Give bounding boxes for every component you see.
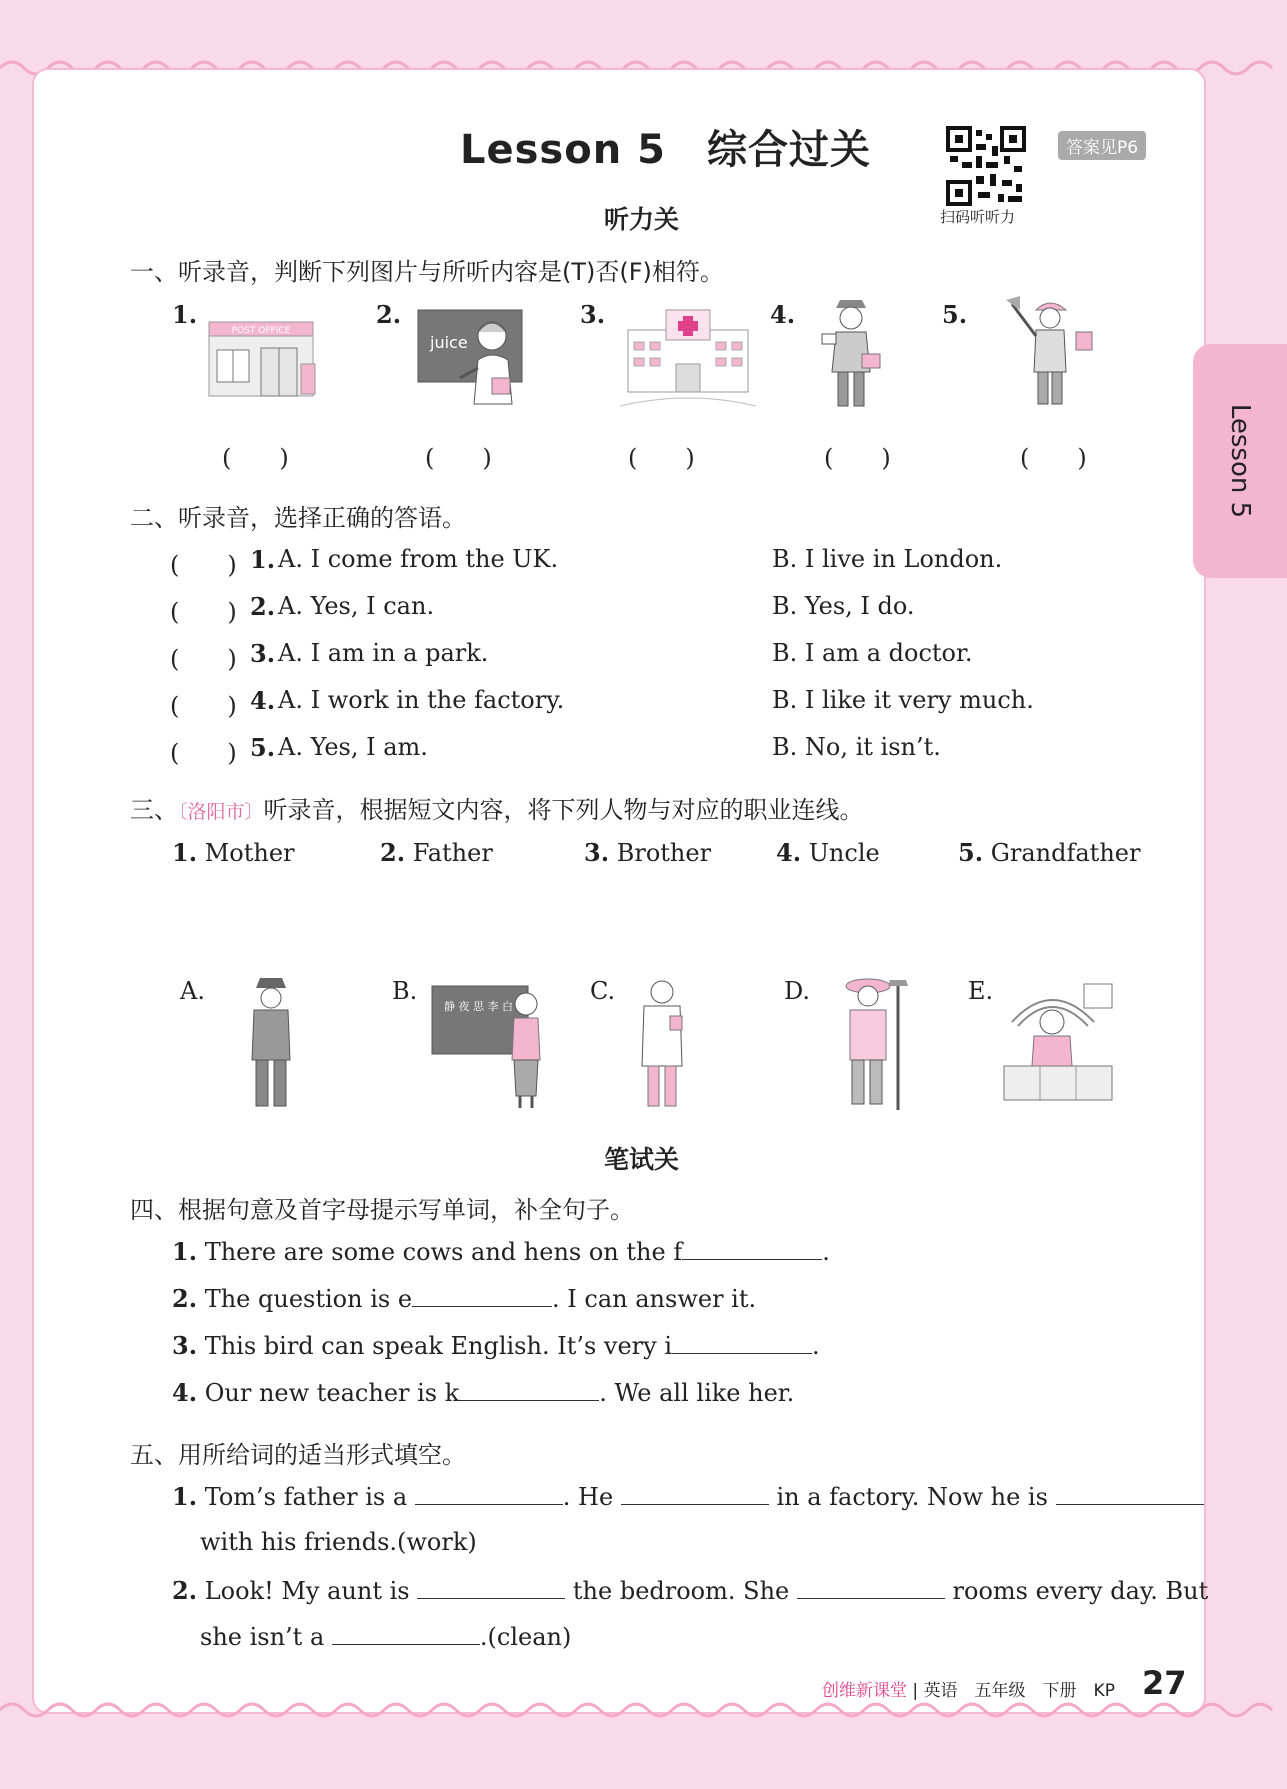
qr-caption: 扫码听听力 — [940, 208, 1016, 226]
q2-option-a: A. I come from the UK. — [278, 545, 559, 573]
job-letter: A. — [180, 977, 205, 1005]
q1-answer-blank[interactable]: ( ) — [222, 444, 289, 472]
q2-option-b: B. I am a doctor. — [772, 639, 973, 667]
q2-item-num: 4. — [250, 686, 276, 715]
doctor-icon — [636, 976, 688, 1112]
q1-answer-blank[interactable]: ( ) — [425, 444, 492, 472]
q1-item-num: 3. — [580, 300, 606, 329]
job-letter: C. — [590, 977, 616, 1005]
q2-option-a: A. I work in the factory. — [278, 686, 565, 714]
q1-item-num: 5. — [942, 300, 968, 329]
q2-heading: 二、听录音，选择正确的答语。 — [130, 504, 466, 532]
job-letter: E. — [968, 977, 994, 1005]
q2-answer-blank[interactable]: ( ) — [170, 645, 237, 673]
q2-option-b: B. Yes, I do. — [772, 592, 915, 620]
cook-icon — [1002, 982, 1114, 1102]
q4-sentence: 1. There are some cows and hens on the f . — [172, 1237, 830, 1266]
cleaner-icon — [1006, 296, 1102, 410]
q2-item-num: 3. — [250, 639, 276, 668]
region-tag: 〔洛阳市〕 — [178, 801, 264, 823]
q5-sentence: 2. Look! My aunt is the bedroom. She rooms every day. But — [172, 1576, 1209, 1605]
q2-option-b: B. I live in London. — [772, 545, 1003, 573]
q5-answer-blank[interactable] — [797, 1576, 945, 1599]
q4-answer-blank[interactable] — [682, 1237, 822, 1260]
writing-section-title: 笔试关 — [604, 1145, 680, 1174]
q1-item-num: 2. — [376, 300, 402, 329]
hospital-icon — [620, 302, 756, 410]
farmer-icon — [838, 976, 910, 1112]
q1-item-num: 1. — [172, 300, 198, 329]
page-title: Lesson 5 综合过关 — [460, 127, 871, 173]
q3-heading-text: 听录音，根据短文内容，将下列人物与对应的职业连线。 — [263, 796, 864, 824]
q5-sentence: 1. Tom’s father is a . He in a factory. Now he is — [172, 1482, 1204, 1511]
q3-heading-prefix: 三、 — [130, 796, 178, 824]
q2-option-a: A. Yes, I am. — [278, 733, 428, 761]
q2-answer-blank[interactable]: ( ) — [170, 692, 237, 720]
q4-sentence: 4. Our new teacher is k . We all like her. — [172, 1378, 795, 1407]
teacher-icon — [416, 306, 528, 406]
post-office-icon — [205, 316, 323, 400]
person-label: 5. Grandfather — [958, 838, 1141, 867]
q2-option-b: B. No, it isn’t. — [772, 733, 941, 761]
person-label: 2. Father — [380, 838, 493, 867]
q5-answer-blank[interactable] — [417, 1576, 565, 1599]
q5-answer-blank[interactable] — [332, 1622, 480, 1645]
q5-heading: 五、用所给词的适当形式填空。 — [130, 1441, 466, 1469]
q5-answer-blank[interactable] — [621, 1482, 769, 1505]
job-letter: B. — [392, 977, 418, 1005]
q2-option-a: A. I am in a park. — [278, 639, 489, 667]
answer-page-badge: 答案见P6 — [1058, 131, 1146, 160]
police-officer-icon — [244, 976, 298, 1112]
q2-item-num: 1. — [250, 545, 276, 574]
qr-code-icon[interactable] — [946, 126, 1026, 206]
post-office-sign: POST OFFICE — [231, 326, 291, 336]
q4-heading: 四、根据句意及首字母提示写单词，补全句子。 — [130, 1196, 634, 1224]
teacher-blackboard-icon — [430, 980, 544, 1110]
q4-answer-blank[interactable] — [672, 1331, 812, 1354]
q1-heading: 一、听录音，判断下列图片与所听内容是(T)否(F)相符。 — [130, 258, 724, 286]
person-label: 3. Brother — [584, 838, 712, 867]
q5-sentence-cont: she isn’t a .(clean) — [200, 1623, 572, 1651]
q2-option-a: A. Yes, I can. — [278, 592, 435, 620]
job-letter: D. — [784, 977, 811, 1005]
q5-answer-blank[interactable] — [1056, 1482, 1204, 1505]
q2-answer-blank[interactable]: ( ) — [170, 598, 237, 626]
q1-item-num: 4. — [770, 300, 796, 329]
q4-sentence: 2. The question is e . I can answer it. — [172, 1284, 757, 1313]
q4-sentence: 3. This bird can speak English. It’s very i . — [172, 1331, 820, 1360]
q3-heading — [130, 790, 864, 825]
q4-answer-blank[interactable] — [412, 1284, 552, 1307]
q5-answer-blank[interactable] — [415, 1482, 563, 1505]
q2-item-num: 2. — [250, 592, 276, 621]
page-number: 27 — [1142, 1664, 1187, 1702]
q1-answer-blank[interactable]: ( ) — [1020, 444, 1087, 472]
q4-answer-blank[interactable] — [459, 1378, 599, 1401]
listening-section-title: 听力关 — [604, 205, 680, 234]
person-label: 4. Uncle — [776, 838, 880, 867]
q1-answer-blank[interactable]: ( ) — [628, 444, 695, 472]
blackboard-word: juice — [430, 333, 468, 352]
person-label: 1. Mother — [172, 838, 295, 867]
q2-answer-blank[interactable]: ( ) — [170, 551, 237, 579]
q2-answer-blank[interactable]: ( ) — [170, 739, 237, 767]
lesson-side-tab — [1193, 344, 1287, 578]
footer-brand: 创维新课堂 | 英语 五年级 下册 KP — [822, 1681, 1115, 1701]
blackboard-poem: 静 夜 思 李 白 — [444, 1000, 513, 1013]
q2-item-num: 5. — [250, 733, 276, 762]
q2-option-b: B. I like it very much. — [772, 686, 1034, 714]
q1-answer-blank[interactable]: ( ) — [824, 444, 891, 472]
postman-icon — [816, 296, 886, 412]
side-tab-label: Lesson 5 — [1225, 403, 1255, 519]
q5-sentence-cont: with his friends.(work) — [200, 1528, 477, 1556]
